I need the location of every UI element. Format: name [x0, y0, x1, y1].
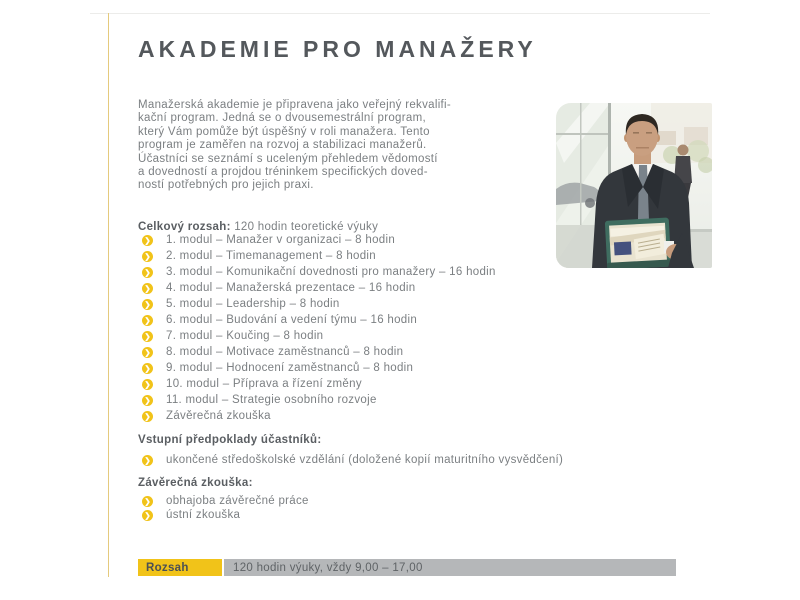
chevron-bullet-icon: ❯	[142, 299, 153, 310]
intro-line: ností potřebných pro jejich praxi.	[138, 179, 314, 192]
chevron-bullet-icon: ❯	[142, 347, 153, 358]
intro-line: Manažerská akademie je připravena jako veřejný rekvalifi-	[138, 99, 452, 111]
module-label: 1. modul – Manažer v organizaci – 8 hodin	[166, 234, 396, 246]
module-list-item	[138, 296, 496, 312]
module-list-item	[138, 232, 496, 248]
modules-list	[138, 232, 496, 424]
list-item-label: ukončené středoškolské vzdělání (doložené kopií maturitního vysvědčení)	[166, 454, 564, 466]
module-label: 4. modul – Manažerská prezentace – 16 hodin	[166, 282, 416, 294]
module-list-item	[138, 312, 496, 328]
chevron-bullet-icon: ❯	[142, 331, 153, 342]
list-item	[138, 508, 309, 522]
businessman-photo	[556, 103, 712, 268]
chevron-bullet-icon: ❯	[142, 379, 153, 390]
module-list-item	[138, 360, 496, 376]
module-label: 3. modul – Komunikační dovednosti pro manažery – 16 hodin	[166, 266, 496, 278]
footer-value-bar: 120 hodin výuky, vždy 9,00 – 17,00	[224, 559, 676, 576]
footer-label-badge: Rozsah	[138, 559, 222, 576]
final-exam-list	[138, 494, 309, 522]
intro-line: program je zaměřen na rozvoj a stabilizaci manažerů.	[138, 139, 427, 152]
chevron-bullet-icon: ❯	[142, 251, 153, 262]
chevron-bullet-icon: ❯	[142, 411, 153, 422]
module-list-item	[138, 376, 496, 392]
module-list-item	[138, 344, 496, 360]
module-label: Závěrečná zkouška	[166, 410, 271, 422]
left-accent-line	[108, 13, 109, 577]
module-list-item	[138, 264, 496, 280]
prerequisites-heading: Vstupní předpoklady účastníků:	[138, 434, 322, 446]
module-label: 5. modul – Leadership – 8 hodin	[166, 298, 340, 310]
intro-line: který Vám pomůže být úspěšný v roli manažera. Tento	[138, 125, 430, 138]
module-list-item	[138, 328, 496, 344]
chevron-bullet-icon: ❯	[142, 235, 153, 246]
list-item-label: obhajoba závěrečné práce	[166, 495, 309, 507]
list-item-label: ústní zkouška	[166, 509, 241, 521]
module-label: 11. modul – Strategie osobního rozvoje	[166, 394, 377, 406]
chevron-bullet-icon: ❯	[142, 363, 153, 374]
page-title: AKADEMIE PRO MANAŽERY	[138, 36, 537, 62]
total-scope-value: 120 hodin teoretické výuky	[230, 221, 379, 233]
intro-paragraph	[138, 99, 538, 193]
module-label: 8. modul – Motivace zaměstnanců – 8 hodin	[166, 346, 404, 358]
module-label: 10. modul – Příprava a řízení změny	[166, 378, 362, 390]
module-list-item	[138, 408, 496, 424]
chevron-bullet-icon: ❯	[142, 267, 153, 278]
chevron-bullet-icon: ❯	[142, 315, 153, 326]
top-divider	[90, 13, 710, 14]
list-item	[138, 453, 563, 467]
chevron-bullet-icon: ❯	[142, 496, 153, 507]
chevron-bullet-icon: ❯	[142, 395, 153, 406]
total-scope-label: Celkový rozsah:	[138, 221, 231, 233]
chevron-bullet-icon: ❯	[142, 455, 153, 466]
list-item	[138, 494, 309, 508]
module-label: 2. modul – Timemanagement – 8 hodin	[166, 250, 376, 262]
module-label: 6. modul – Budování a vedení týmu – 16 hodin	[166, 314, 418, 326]
module-list-item	[138, 392, 496, 408]
module-list-item	[138, 248, 496, 264]
footer-bar	[138, 559, 676, 576]
final-exam-heading: Závěrečná zkouška:	[138, 477, 253, 489]
module-list-item	[138, 280, 496, 296]
intro-line: kační program. Jedná se o dvousemestrální program,	[138, 112, 426, 125]
prerequisites-list	[138, 453, 563, 467]
chevron-bullet-icon: ❯	[142, 283, 153, 294]
intro-line: a dovedností a projdou tréninkem specifických doved-	[138, 166, 428, 179]
chevron-bullet-icon: ❯	[142, 510, 153, 521]
intro-line: Účastníci se seznámí s uceleným přehledem vědomostí	[138, 152, 438, 165]
module-label: 7. modul – Koučing – 8 hodin	[166, 330, 324, 342]
module-label: 9. modul – Hodnocení zaměstnanců – 8 hodin	[166, 362, 414, 374]
